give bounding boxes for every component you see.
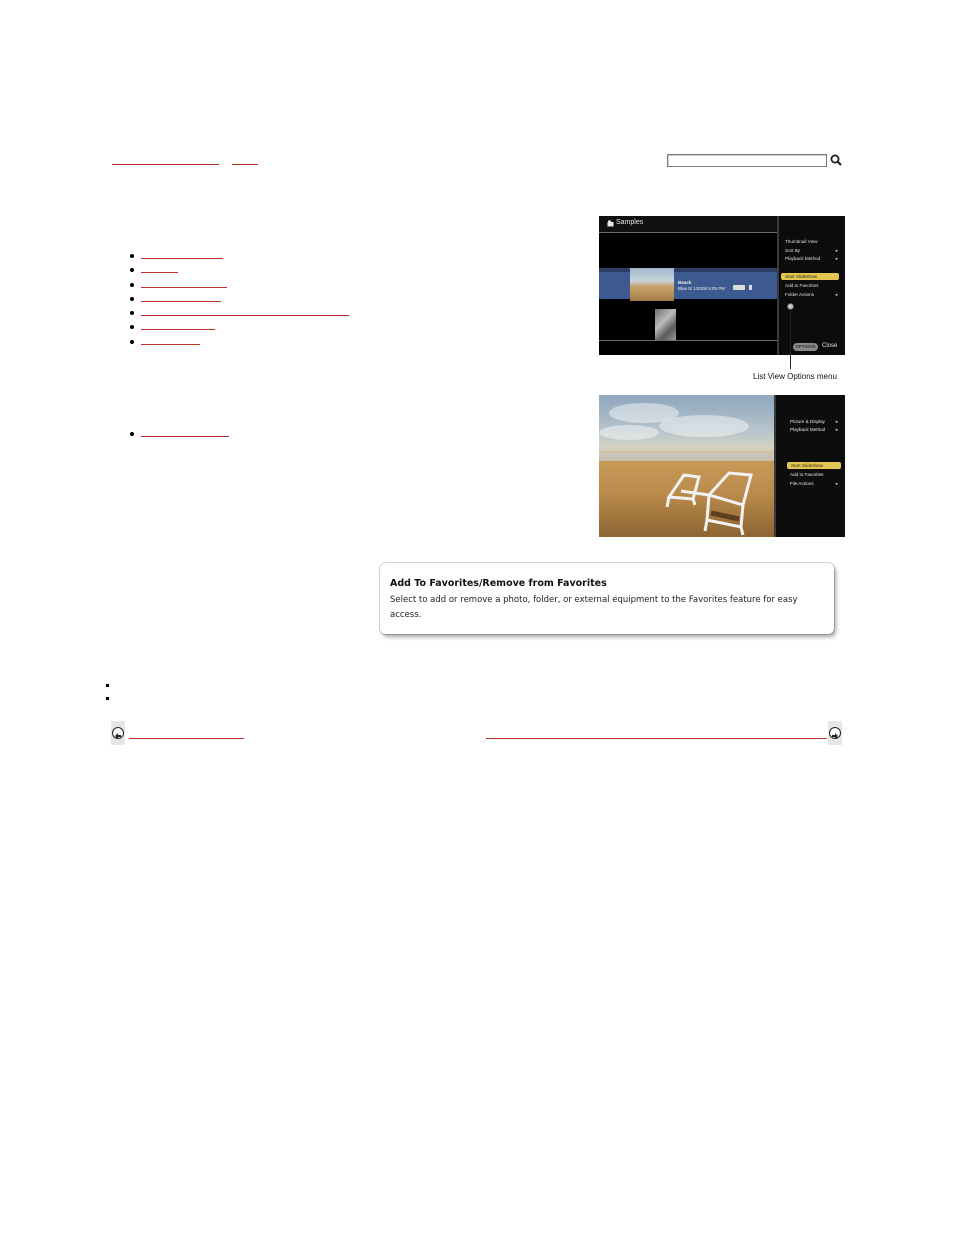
callout-label: List View Options menu: [753, 372, 837, 381]
menu-item[interactable]: File Actions: [790, 481, 814, 486]
bullet: [130, 432, 134, 436]
chevron-right-icon: ►: [835, 292, 839, 297]
options-menu: [774, 395, 845, 537]
options-menu: [777, 216, 845, 355]
close-label[interactable]: Close: [822, 343, 838, 349]
menu-item-selected[interactable]: Start Slideshow: [787, 462, 841, 469]
list-link[interactable]: [141, 344, 200, 345]
photo-thumbnail: [630, 268, 674, 301]
list-link[interactable]: [141, 258, 223, 259]
sea: [599, 453, 774, 461]
chevron-right-icon: ►: [835, 419, 839, 424]
bullet: [130, 325, 134, 329]
menu-item-selected[interactable]: Start Slideshow: [781, 273, 839, 280]
folder-icon: [607, 220, 614, 227]
photo-view-screenshot: [599, 395, 845, 537]
bullet: [130, 268, 134, 272]
screen-title: Samples: [616, 219, 644, 226]
list-link[interactable]: [141, 436, 229, 437]
search-button[interactable]: [829, 153, 843, 167]
menu-item[interactable]: Add to Favorites: [790, 472, 824, 477]
menu-item[interactable]: Picture & Display: [790, 419, 825, 424]
list-link[interactable]: [141, 301, 221, 302]
list-link[interactable]: [141, 315, 349, 316]
photo-thumbnail: [655, 309, 676, 340]
item-title: Beach: [678, 280, 692, 285]
menu-item[interactable]: Sort By: [785, 248, 801, 253]
bullet: [130, 254, 134, 258]
list-view-screenshot: [599, 216, 845, 355]
list-link[interactable]: [141, 272, 178, 273]
bullet: [130, 297, 134, 301]
menu-item[interactable]: Playback Method: [785, 256, 821, 261]
arrow-right-icon: [830, 731, 840, 741]
menu-item[interactable]: Folder Actions: [785, 292, 815, 297]
item-meta: Blue 5/ 1/2008 5:05 PM: [678, 286, 726, 291]
arrow-left-icon: [113, 731, 123, 741]
options-button[interactable]: OPTIONS: [793, 343, 818, 351]
bullet: [130, 311, 134, 315]
chevron-right-icon: ►: [835, 481, 839, 486]
previous-page-link[interactable]: [129, 738, 244, 739]
divider: [599, 232, 777, 233]
search-icon: [829, 153, 843, 167]
menu-item[interactable]: Thumbnail View: [785, 239, 818, 244]
tooltip-card: [380, 563, 834, 634]
list-link[interactable]: [141, 329, 215, 330]
menu-item[interactable]: Playback Method: [790, 427, 826, 432]
chevron-right-icon: ►: [835, 256, 839, 261]
tooltip-title: Add To Favorites/Remove from Favorites: [390, 578, 607, 589]
bullet: [130, 340, 134, 344]
beach-chairs-image: [659, 465, 779, 537]
format-badge: [733, 285, 745, 290]
tooltip-body: Select to add or remove a photo, folder, or external equipment to the Favorites feature for easy access.: [390, 595, 798, 620]
note-bullet: [106, 684, 109, 687]
search-input[interactable]: [667, 154, 827, 167]
chevron-right-icon: ►: [835, 248, 839, 253]
breadcrumb-link-1[interactable]: [112, 164, 219, 165]
note-bullet: [106, 697, 109, 700]
list-link[interactable]: [141, 287, 227, 288]
bullet: [130, 283, 134, 287]
next-page-link[interactable]: [486, 738, 827, 739]
back-button[interactable]: [112, 727, 124, 739]
lock-icon: [749, 285, 752, 290]
chevron-right-icon: ►: [835, 427, 839, 432]
callout-line: [790, 309, 791, 369]
next-button[interactable]: [829, 727, 841, 739]
breadcrumb-link-2[interactable]: [232, 164, 258, 165]
menu-item[interactable]: Add to Favorites: [785, 283, 819, 288]
